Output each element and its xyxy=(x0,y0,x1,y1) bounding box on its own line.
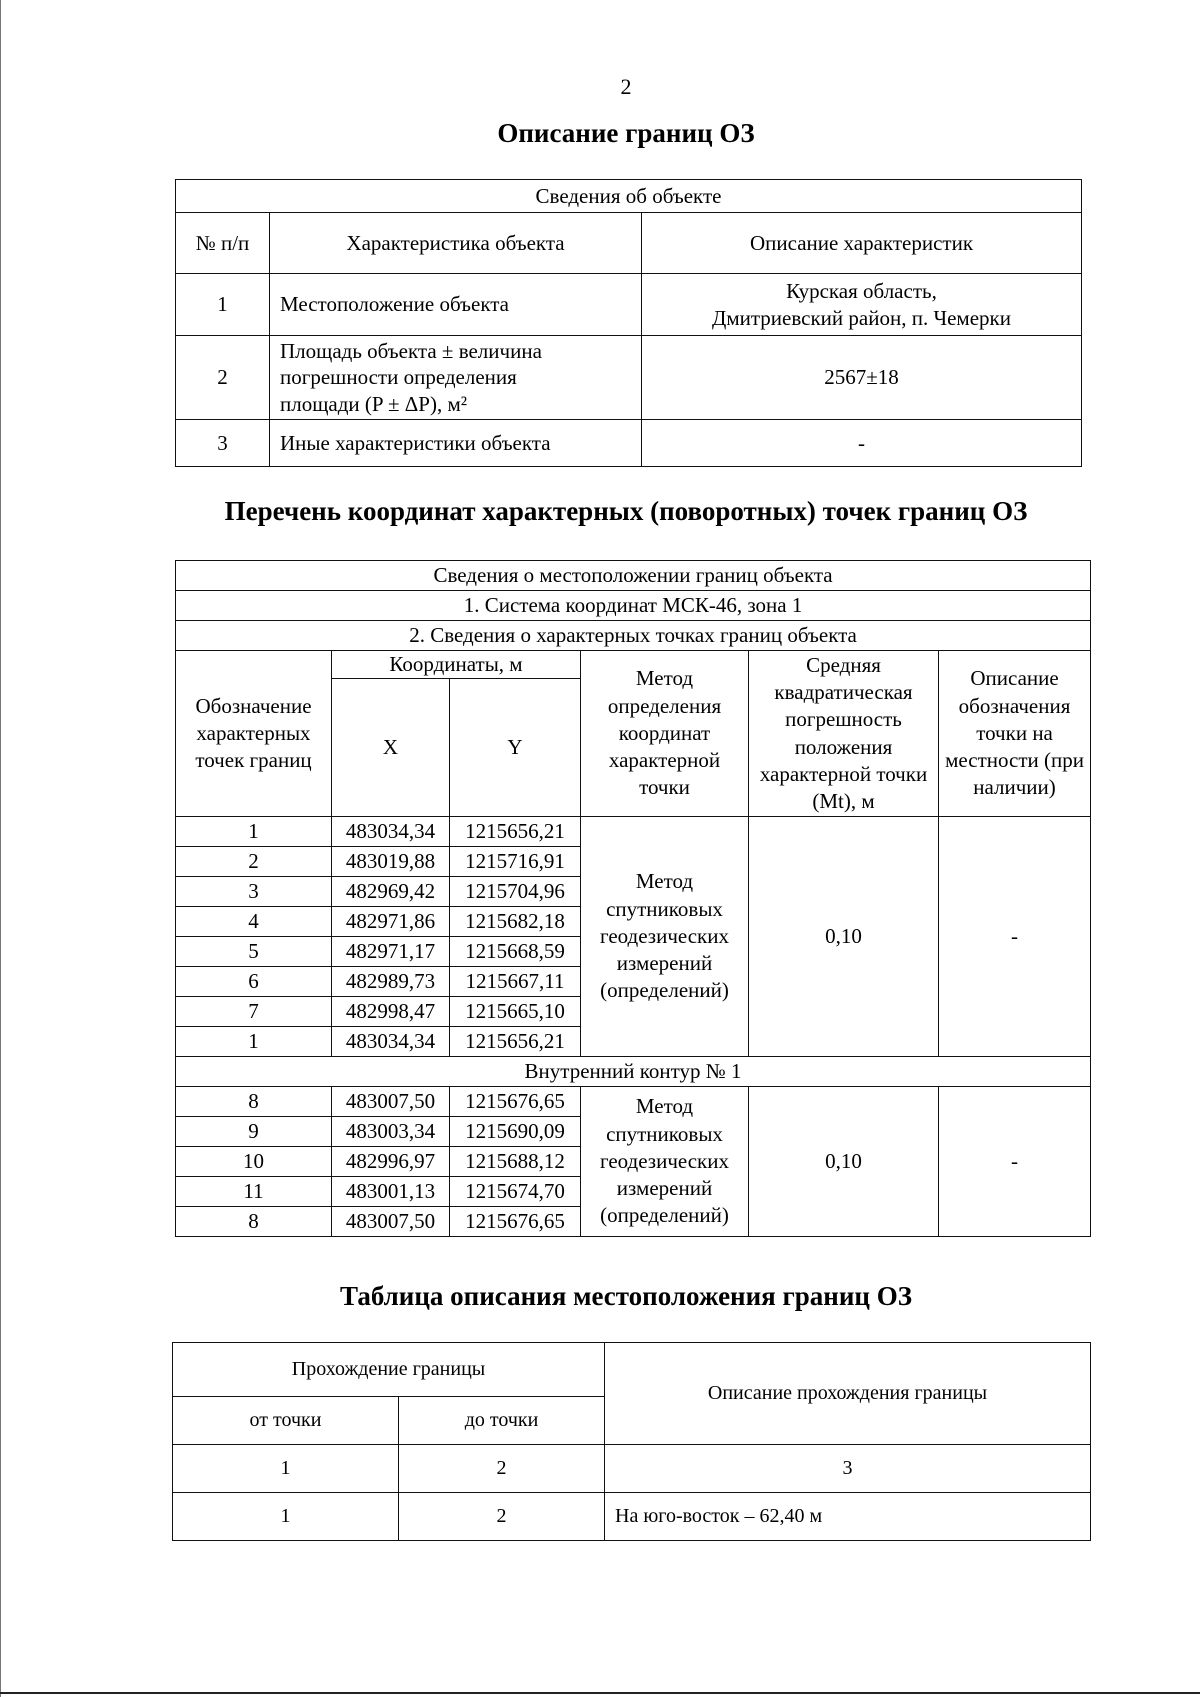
coord-y: 1215674,70 xyxy=(450,1177,581,1207)
point-id: 2 xyxy=(176,847,332,877)
coord-y: 1215656,21 xyxy=(450,1027,581,1057)
row-characteristic: Иные характеристики объекта xyxy=(270,420,642,467)
coord-y: 1215682,18 xyxy=(450,907,581,937)
row-number: 2 xyxy=(176,336,270,420)
col-header-number: № п/п xyxy=(176,213,270,274)
point-id: 8 xyxy=(176,1087,332,1117)
coord-y: 1215676,65 xyxy=(450,1207,581,1237)
page-bottom-edge xyxy=(0,1692,1200,1694)
page-left-edge xyxy=(0,0,1,1697)
char-line: Площадь объекта ± величина xyxy=(280,339,542,364)
coord-x: 483007,50 xyxy=(332,1087,450,1117)
section2-title: Перечень координат характерных (поворотных) точек границ ОЗ xyxy=(224,496,1028,526)
table-row xyxy=(176,1087,1091,1117)
coord-x: 482971,86 xyxy=(332,907,450,937)
point-id: 3 xyxy=(176,877,332,907)
coord-x: 482971,17 xyxy=(332,937,450,967)
char-line: погрешности определения xyxy=(280,365,517,390)
header-x: X xyxy=(332,679,450,817)
col-header-description: Описание характеристик xyxy=(642,213,1082,274)
row-characteristic: Местоположение объекта xyxy=(270,274,642,336)
row-description: 2567±18 xyxy=(642,336,1082,420)
coord-x: 483019,88 xyxy=(332,847,450,877)
row-description xyxy=(642,274,1082,336)
row-characteristic xyxy=(270,336,642,420)
table-row xyxy=(176,336,1082,420)
object-info-table xyxy=(175,179,1082,467)
table-row xyxy=(176,420,1082,467)
header-point: Обозначение характерных точек границ xyxy=(176,651,332,817)
coord-x: 483001,13 xyxy=(332,1177,450,1207)
header-desc: Описание обозначения точки на местности (при наличии) xyxy=(939,651,1091,817)
coords-caption-3: 2. Сведения о характерных точках границ объекта xyxy=(176,621,1091,651)
point-id: 11 xyxy=(176,1177,332,1207)
object-info-caption: Сведения об объекте xyxy=(176,180,1082,213)
section3-title: Таблица описания местоположения границ ОЗ xyxy=(340,1281,912,1311)
header-coords: Координаты, м xyxy=(332,651,581,679)
coord-x: 482969,42 xyxy=(332,877,450,907)
coords-caption-1: Сведения о местоположении границ объекта xyxy=(176,561,1091,591)
coord-y: 1215665,10 xyxy=(450,997,581,1027)
boundary-description-table xyxy=(172,1342,1091,1541)
desc-line: Курская область, xyxy=(786,279,937,304)
header-error: Средняя квадратическая погрешность положения характерной точки (Mt), м xyxy=(749,651,939,817)
header-pass: Прохождение границы xyxy=(173,1343,605,1397)
char-line: площади (P ± ΔP), м² xyxy=(280,391,468,416)
point-id: 4 xyxy=(176,907,332,937)
error-cell: 0,10 xyxy=(749,817,939,1057)
table-row xyxy=(173,1445,1091,1493)
header-method: Метод определения координат характерной точки xyxy=(581,651,749,817)
to-point: 2 xyxy=(399,1493,605,1541)
table-row xyxy=(176,817,1091,847)
page-number: 2 xyxy=(620,74,632,99)
coord-x: 482996,97 xyxy=(332,1147,450,1177)
error-cell: 0,10 xyxy=(749,1087,939,1237)
coord-y: 1215716,91 xyxy=(450,847,581,877)
table-row xyxy=(176,274,1082,336)
header-from: от точки xyxy=(173,1397,399,1445)
coords-caption-2: 1. Система координат МСК-46, зона 1 xyxy=(176,591,1091,621)
point-id: 7 xyxy=(176,997,332,1027)
coord-y: 1215667,11 xyxy=(450,967,581,997)
point-id: 10 xyxy=(176,1147,332,1177)
coord-y: 1215688,12 xyxy=(450,1147,581,1177)
section1-title: Описание границ ОЗ xyxy=(497,118,755,148)
header-to: до точки xyxy=(399,1397,605,1445)
col-number: 2 xyxy=(399,1445,605,1493)
coord-x: 482998,47 xyxy=(332,997,450,1027)
coord-y: 1215704,96 xyxy=(450,877,581,907)
inner-contour-caption: Внутренний контур № 1 xyxy=(176,1057,1091,1087)
coord-x: 483007,50 xyxy=(332,1207,450,1237)
row-number: 1 xyxy=(176,274,270,336)
point-id: 6 xyxy=(176,967,332,997)
header-pass-desc: Описание прохождения границы xyxy=(605,1343,1091,1445)
point-id: 1 xyxy=(176,817,332,847)
desc-cell: - xyxy=(939,817,1091,1057)
point-id: 9 xyxy=(176,1117,332,1147)
table-row xyxy=(173,1493,1091,1541)
point-id: 8 xyxy=(176,1207,332,1237)
col-number: 1 xyxy=(173,1445,399,1493)
desc-cell: - xyxy=(939,1087,1091,1237)
row-description: - xyxy=(642,420,1082,467)
point-id: 1 xyxy=(176,1027,332,1057)
coord-y: 1215656,21 xyxy=(450,817,581,847)
coord-x: 483003,34 xyxy=(332,1117,450,1147)
pass-description: На юго-восток – 62,40 м xyxy=(605,1493,1091,1541)
coord-x: 483034,34 xyxy=(332,1027,450,1057)
row-number: 3 xyxy=(176,420,270,467)
coord-x: 482989,73 xyxy=(332,967,450,997)
point-id: 5 xyxy=(176,937,332,967)
coord-y: 1215668,59 xyxy=(450,937,581,967)
from-point: 1 xyxy=(173,1493,399,1541)
desc-line: Дмитриевский район, п. Чемерки xyxy=(712,305,1011,330)
coord-x: 483034,34 xyxy=(332,817,450,847)
method-cell: Метод спутниковых геодезических измерений (определений) xyxy=(581,817,749,1057)
coord-y: 1215676,65 xyxy=(450,1087,581,1117)
coordinates-table xyxy=(175,560,1091,1237)
coord-y: 1215690,09 xyxy=(450,1117,581,1147)
method-cell: Метод спутниковых геодезических измерений (определений) xyxy=(581,1087,749,1237)
col-header-characteristic: Характеристика объекта xyxy=(270,213,642,274)
col-number: 3 xyxy=(605,1445,1091,1493)
header-y: Y xyxy=(450,679,581,817)
